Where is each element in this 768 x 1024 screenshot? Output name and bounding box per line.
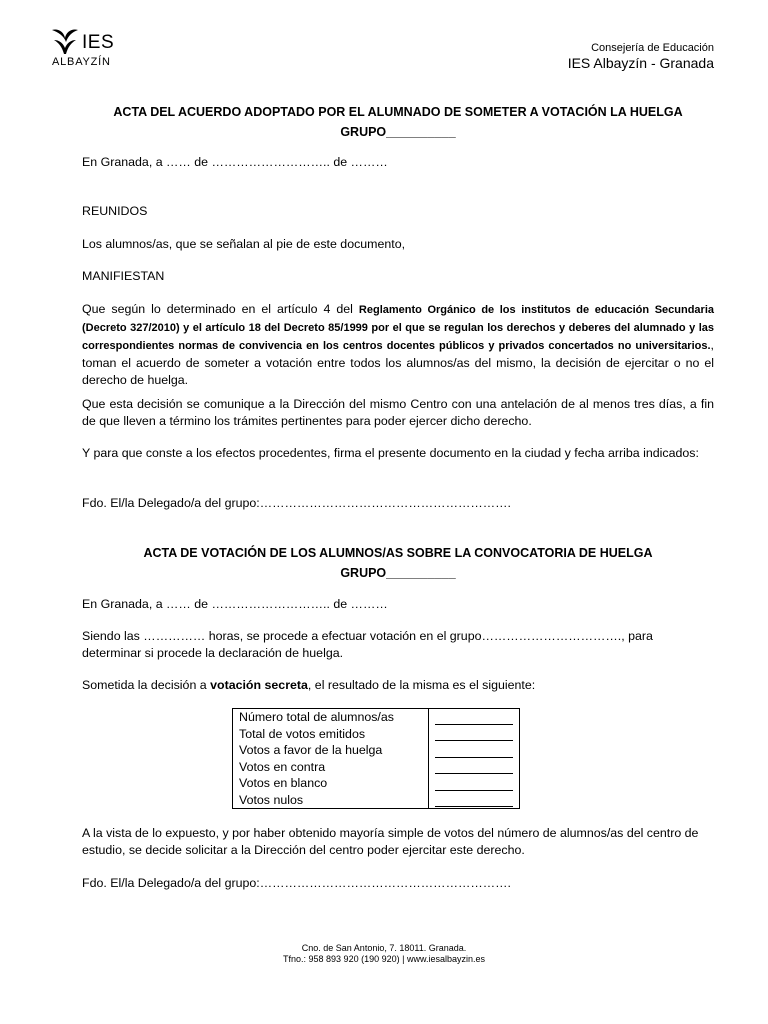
acta1-title-block bbox=[82, 102, 714, 142]
p1-reglamento: Reglamento Orgánico de los institutos de educación Secundaria (Decreto 327/2010) y el artículo 18 del Decreto 85/1999 por el que se regulan los derechos y deberes del alumnado y las correspondientes normas de convivencia en los centros docentes públicos y privados concertados no universitarios. bbox=[82, 304, 715, 352]
row-label: Total de votos emitidos bbox=[239, 726, 366, 741]
logo-ies-text: IES bbox=[82, 32, 115, 53]
p1-intro: Que según lo determinado en el artículo 4 del bbox=[82, 302, 359, 316]
acta2-vista: A la vista de lo expuesto, y por haber obtenido mayoría simple de votos del número de alumnos/as del centro de estudio, se decide solicitar a la Dirección del centro poder ejercitar este derecho. bbox=[82, 826, 699, 857]
acta2-siendo: Siendo las …………… horas, se procede a efectuar votación en el grupo……………………………., para determinar si procede la declaración de huelga. bbox=[82, 629, 653, 660]
votacion-secreta: votación secreta bbox=[210, 678, 308, 692]
votes-table bbox=[232, 708, 520, 809]
p1-conclusion: , toman el acuerdo de someter a votación entre todos los alumnos/as del mismo, la decisión de ejercitar o no el derecho de huelga. bbox=[82, 338, 714, 387]
row-label: Número total de alumnos/as bbox=[239, 710, 394, 724]
acta1-firma: Fdo. El/la Delegado/a del grupo:……………………………………………………. bbox=[82, 496, 511, 510]
acta2-fecha: En Granada, a …… de ……………………….. de ……… bbox=[82, 597, 388, 611]
footer-address: Cno. de San Antonio, 7. 18011. Granada. bbox=[301, 943, 467, 953]
row-label: Votos a favor de la huelga bbox=[239, 743, 383, 757]
row-label: Votos nulos bbox=[239, 792, 304, 807]
table-row bbox=[233, 709, 520, 726]
page-footer bbox=[0, 943, 768, 965]
sometida-intro: Sometida la decisión a bbox=[82, 678, 211, 692]
sometida-end: , el resultado de la misma es el siguiente: bbox=[307, 678, 536, 692]
acta2-sometida bbox=[82, 677, 714, 694]
logo-albayzin-text: ALBAYZÍN bbox=[52, 56, 111, 68]
acta2-title: ACTA DE VOTACIÓN DE LOS ALUMNOS/AS SOBRE LA CONVOCATORIA DE HUELGA bbox=[143, 546, 653, 560]
bird-logo-icon bbox=[50, 26, 80, 56]
row-label: Votos en contra bbox=[239, 759, 326, 774]
footer-phone-web: Tfno.: 958 893 920 (190 920) | www.iesalbayzin.es bbox=[283, 954, 485, 964]
header-institution bbox=[568, 42, 714, 71]
blank-line bbox=[429, 759, 520, 776]
alumnos-text: Los alumnos/as, que se señalan al pie de este documento, bbox=[82, 237, 406, 251]
blank-line bbox=[429, 709, 520, 726]
acta1-title: ACTA DEL ACUERDO ADOPTADO POR EL ALUMNADO DE SOMETER A VOTACIÓN LA HUELGA bbox=[113, 105, 683, 119]
manifiestan-label: MANIFIESTAN bbox=[82, 269, 165, 283]
school-logo bbox=[50, 24, 130, 72]
reunidos-label: REUNIDOS bbox=[82, 204, 148, 218]
acta2-grupo: GRUPO__________ bbox=[340, 566, 456, 580]
consejeria-text: Consejería de Educación bbox=[591, 42, 714, 54]
blank-line bbox=[429, 726, 520, 743]
acta1-paragraph-2: Que esta decisión se comunique a la Dirección del mismo Centro con una antelación de al menos tres días, a fin de que lleven a término los trámites pertinentes para poder ejercer dicho derecho. bbox=[82, 397, 714, 428]
table-row bbox=[233, 726, 520, 743]
acta1-paragraph-3: Y para que conste a los efectos procedentes, firma el presente documento en la ciudad y fecha arriba indicados: bbox=[82, 446, 699, 460]
acta2-title-block bbox=[82, 543, 714, 583]
table-row bbox=[233, 759, 520, 776]
blank-line bbox=[429, 775, 520, 792]
row-label: Votos en blanco bbox=[239, 776, 328, 790]
acta1-grupo: GRUPO__________ bbox=[340, 125, 456, 139]
blank-line bbox=[429, 792, 520, 809]
acta1-paragraph-1 bbox=[82, 301, 714, 389]
table-row bbox=[233, 742, 520, 759]
acta2-firma: Fdo. El/la Delegado/a del grupo:……………………………………………………. bbox=[82, 876, 511, 890]
blank-line bbox=[429, 742, 520, 759]
centro-text: IES Albayzín - Granada bbox=[567, 55, 714, 71]
table-row bbox=[233, 775, 520, 792]
table-row bbox=[233, 792, 520, 809]
acta1-fecha: En Granada, a …… de ……………………….. de ……… bbox=[82, 155, 388, 169]
